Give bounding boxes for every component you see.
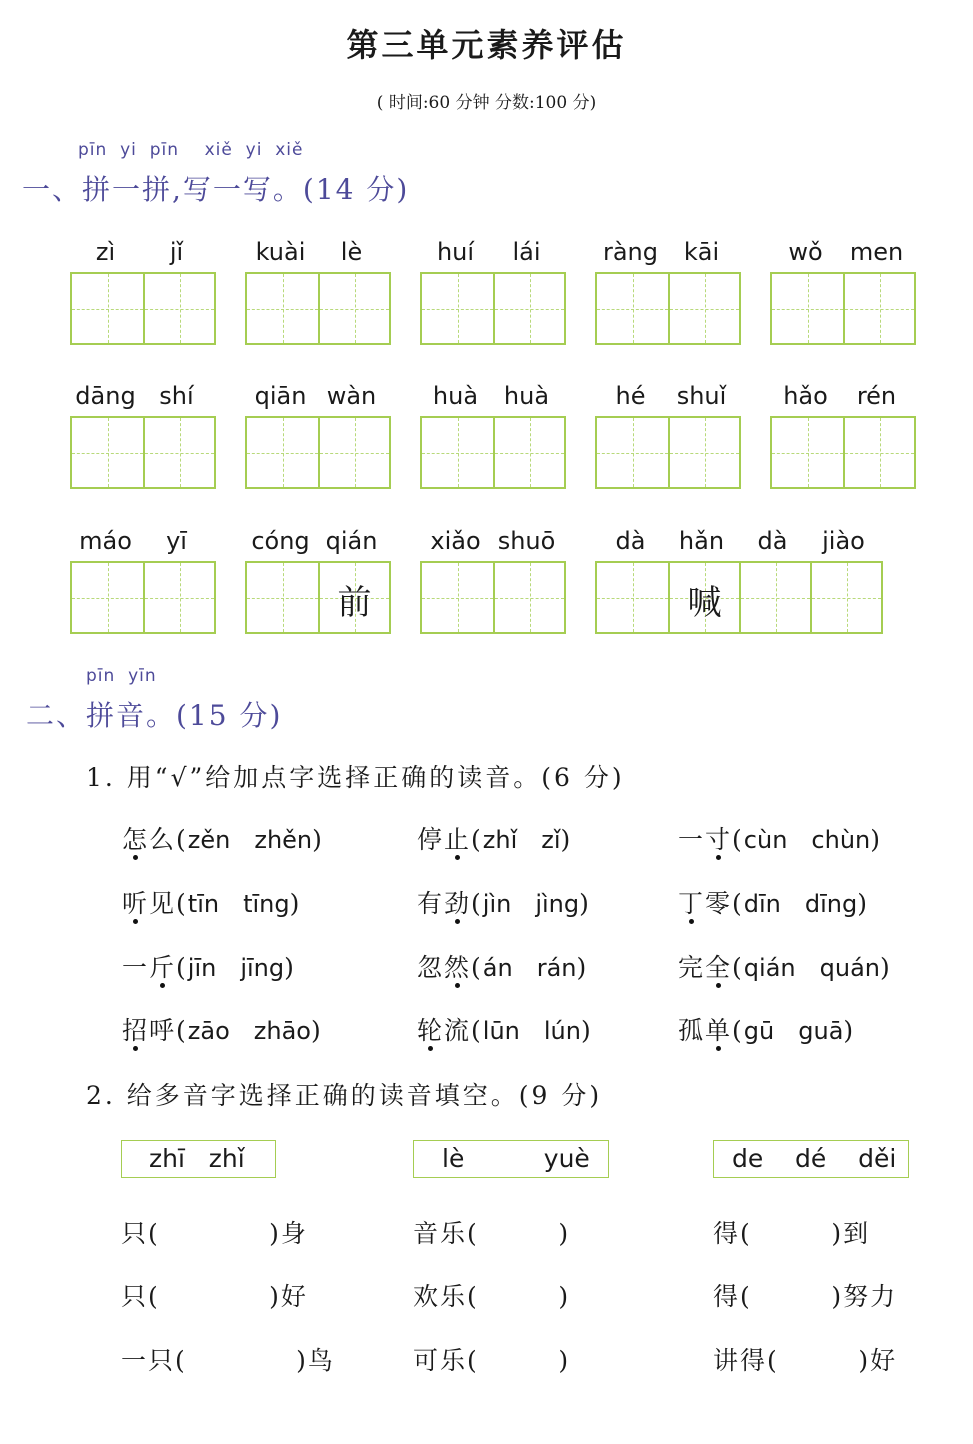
writing-cell[interactable] [493, 274, 564, 343]
closing-paren: ) [580, 1016, 593, 1045]
dotted-character: 听 [122, 889, 150, 918]
pinyin-options-box: de dé děi [713, 1140, 909, 1178]
pinyin-label: lái [512, 238, 541, 266]
word-character: ( [471, 825, 483, 854]
writing-grid [770, 272, 916, 345]
pronunciation-item [678, 820, 882, 856]
writing-cell[interactable] [247, 274, 318, 343]
word-character: 一 [678, 825, 706, 854]
word-character: ( [732, 1016, 744, 1045]
pinyin-option-a[interactable]: lūn [482, 1017, 520, 1045]
writing-cell[interactable] [493, 563, 564, 632]
time-score-info: ( 时间:60 分钟 分数:100 分) [376, 93, 597, 113]
closing-paren: ) [289, 889, 302, 918]
pinyin-label: men [849, 238, 904, 266]
writing-cell[interactable] [772, 418, 843, 487]
dotted-character: 轮 [417, 1016, 445, 1045]
word-character: 一 [122, 953, 150, 982]
pinyin-label: kāi [683, 238, 720, 266]
writing-grid [70, 561, 216, 634]
pinyin-label: dà [615, 527, 646, 555]
pinyin-label: dà [757, 527, 788, 555]
fill-blank-line[interactable]: 一只( )鸟 [121, 1346, 335, 1375]
writing-cell[interactable] [143, 563, 214, 632]
closing-paren: ) [310, 1016, 323, 1045]
pinyin-label: hé [615, 382, 646, 410]
pinyin-option-b[interactable]: rán [536, 954, 577, 982]
pinyin-option-b[interactable]: jìng [535, 890, 580, 918]
writing-grid [245, 416, 391, 489]
word-character: 忽 [417, 953, 445, 982]
writing-cell[interactable] [247, 563, 318, 632]
page-title: 第三单元素养评估 [346, 26, 627, 64]
pinyin-label: jiào [822, 527, 865, 555]
word-character: 停 [417, 825, 445, 854]
word-character: 见( [149, 889, 188, 918]
writing-grid [245, 561, 391, 634]
word-character: 孤 [678, 1016, 706, 1045]
dotted-character: 止 [444, 825, 472, 854]
pinyin-label: hǎn [678, 527, 725, 555]
section2-pinyin: pīn yīn [86, 666, 157, 686]
writing-cell[interactable] [843, 274, 914, 343]
pinyin-option-b[interactable]: zhěn [254, 826, 313, 854]
writing-grid [70, 416, 216, 489]
word-character: ( [471, 953, 483, 982]
word-character: ( [732, 825, 744, 854]
pinyin-label: jǐ [169, 238, 184, 266]
fill-blank-line[interactable]: 得( )努力 [713, 1282, 898, 1311]
pinyin-option-a[interactable]: gū [743, 1017, 775, 1045]
pinyin-option-a[interactable]: dīn [743, 890, 781, 918]
writing-cell[interactable] [597, 418, 668, 487]
pinyin-label: dāng [75, 382, 136, 410]
dotted-character: 招 [122, 1016, 150, 1045]
pinyin-label: huà [432, 382, 479, 410]
word-character: 完 [678, 953, 706, 982]
pinyin-option-b[interactable]: tīng [243, 890, 290, 918]
writing-cell[interactable] [493, 418, 564, 487]
section1-pinyin: pīn yi pīn xiě yi xiě [78, 140, 304, 160]
pinyin-option-a[interactable]: jìn [482, 890, 512, 918]
pinyin-option-a[interactable]: qián [743, 954, 796, 982]
pinyin-option-b[interactable]: zhāo [253, 1017, 311, 1045]
pronunciation-item [678, 884, 869, 920]
pronunciation-item [122, 884, 301, 920]
dotted-character: 怎 [122, 825, 150, 854]
pinyin-label: yī [166, 527, 187, 555]
closing-paren: ) [560, 825, 573, 854]
pronunciation-item [417, 820, 572, 856]
writing-cell[interactable] [772, 274, 843, 343]
writing-grid [420, 561, 566, 634]
writing-cell[interactable] [422, 563, 493, 632]
pronunciation-item [122, 1011, 323, 1047]
writing-cell[interactable] [810, 563, 881, 632]
writing-grid [70, 272, 216, 345]
writing-cell[interactable] [597, 274, 668, 343]
writing-cell[interactable] [422, 274, 493, 343]
pinyin-label: wàn [326, 382, 377, 410]
pinyin-option-a[interactable]: tīn [187, 890, 220, 918]
closing-paren: ) [870, 825, 883, 854]
closing-paren: ) [576, 953, 589, 982]
writing-grid [595, 272, 741, 345]
writing-cell[interactable] [843, 418, 914, 487]
pinyin-label: qiān [254, 382, 307, 410]
writing-cell[interactable] [72, 418, 143, 487]
writing-grid [420, 272, 566, 345]
question2-label: 2. 给多音字选择正确的读音填空。(9 分) [86, 1081, 603, 1110]
writing-cell[interactable] [318, 274, 389, 343]
writing-cell[interactable] [318, 418, 389, 487]
fill-blank-line[interactable]: 讲得( )好 [713, 1346, 898, 1375]
pinyin-label: shí [159, 382, 194, 410]
writing-cell[interactable] [597, 563, 668, 632]
closing-paren: ) [312, 825, 324, 854]
writing-grid [770, 416, 916, 489]
pinyin-option-a[interactable]: cùn [743, 826, 788, 854]
dotted-character: 单 [705, 1016, 733, 1045]
pinyin-options-box: zhī zhǐ [121, 1140, 276, 1178]
writing-cell[interactable] [668, 418, 739, 487]
pinyin-label: máo [79, 527, 132, 555]
pronunciation-item [417, 884, 591, 920]
pronunciation-item [417, 1011, 593, 1047]
closing-paren: ) [843, 1016, 856, 1045]
question1-label: 1. 用“√”给加点字选择正确的读音。(6 分) [86, 763, 625, 792]
pronunciation-item [678, 1011, 855, 1047]
dotted-character: 斤 [149, 953, 177, 982]
writing-cell[interactable] [668, 274, 739, 343]
dotted-character: 丁 [678, 889, 706, 918]
pinyin-option-b[interactable]: jīng [240, 954, 285, 982]
section2-title: 二、拼音。(15 分) [26, 699, 283, 732]
fill-blank-line[interactable]: 欢乐( ) [413, 1282, 571, 1311]
pinyin-label: huà [503, 382, 550, 410]
pinyin-option-b[interactable]: quán [819, 954, 880, 982]
pinyin-option-b[interactable]: dīng [804, 890, 858, 918]
pronunciation-item [122, 948, 296, 984]
pinyin-label: qián [325, 527, 378, 555]
fill-blank-line[interactable]: 只( )好 [121, 1282, 308, 1311]
dotted-character: 寸 [705, 825, 733, 854]
writing-cell[interactable] [143, 274, 214, 343]
pronunciation-item [122, 820, 324, 856]
pinyin-label: zì [95, 238, 116, 266]
pinyin-option-a[interactable]: án [482, 954, 513, 982]
word-character: 呼( [149, 1016, 188, 1045]
pinyin-option-a[interactable]: zhǐ [482, 826, 518, 854]
fill-blank-line[interactable]: 可乐( ) [413, 1346, 571, 1375]
pinyin-label: kuài [255, 238, 306, 266]
pinyin-label: rén [856, 382, 897, 410]
dotted-character: 然 [444, 953, 472, 982]
word-character: 么( [149, 825, 188, 854]
pinyin-option-b[interactable]: zǐ [541, 826, 561, 854]
pinyin-label: shuō [497, 527, 556, 555]
pinyin-option-a[interactable]: zāo [187, 1017, 230, 1045]
dotted-character: 全 [705, 953, 733, 982]
word-character: 零( [705, 889, 744, 918]
pinyin-option-b[interactable]: guā [798, 1017, 844, 1045]
closing-paren: ) [579, 889, 591, 918]
pinyin-label: xiǎo [430, 527, 481, 555]
given-character: 喊 [687, 583, 722, 623]
writing-grid [595, 561, 883, 634]
writing-grid [245, 272, 391, 345]
closing-paren: ) [857, 889, 870, 918]
given-character: 前 [337, 583, 372, 623]
pinyin-label: hǎo [783, 382, 828, 410]
word-character: ( [176, 953, 188, 982]
writing-cell[interactable] [739, 563, 810, 632]
writing-cell[interactable] [72, 563, 143, 632]
section1-title: 一、拼一拼,写一写。(14 分) [22, 173, 410, 206]
fill-blank-line[interactable]: 只( )身 [121, 1219, 308, 1248]
pinyin-label: shuǐ [676, 382, 727, 410]
pinyin-label: lè [340, 238, 363, 266]
writing-cell[interactable] [668, 563, 739, 632]
writing-cell[interactable] [318, 563, 389, 632]
pinyin-label: ràng [602, 238, 659, 266]
pinyin-option-a[interactable]: jīn [187, 954, 217, 982]
pinyin-option-a[interactable]: zěn [187, 826, 231, 854]
pinyin-option-b[interactable]: chùn [811, 826, 871, 854]
word-character: ( [471, 889, 483, 918]
pinyin-label: huí [436, 238, 475, 266]
pinyin-label: wǒ [788, 238, 823, 266]
writing-cell[interactable] [422, 418, 493, 487]
closing-paren: ) [284, 953, 296, 982]
fill-blank-line[interactable]: 音乐( ) [413, 1219, 571, 1248]
writing-cell[interactable] [143, 418, 214, 487]
writing-grid [420, 416, 566, 489]
pronunciation-item [678, 948, 892, 984]
dotted-character: 劲 [444, 889, 472, 918]
writing-cell[interactable] [72, 274, 143, 343]
word-character: 有 [417, 889, 445, 918]
closing-paren: ) [880, 953, 892, 982]
writing-cell[interactable] [247, 418, 318, 487]
pinyin-options-box: lè yuè [413, 1140, 609, 1178]
pronunciation-item [417, 948, 588, 984]
word-character: ( [732, 953, 744, 982]
writing-grid [595, 416, 741, 489]
fill-blank-line[interactable]: 得( )到 [713, 1219, 871, 1248]
word-character: 流( [444, 1016, 483, 1045]
pinyin-label: cóng [251, 527, 310, 555]
pinyin-option-b[interactable]: lún [543, 1017, 581, 1045]
